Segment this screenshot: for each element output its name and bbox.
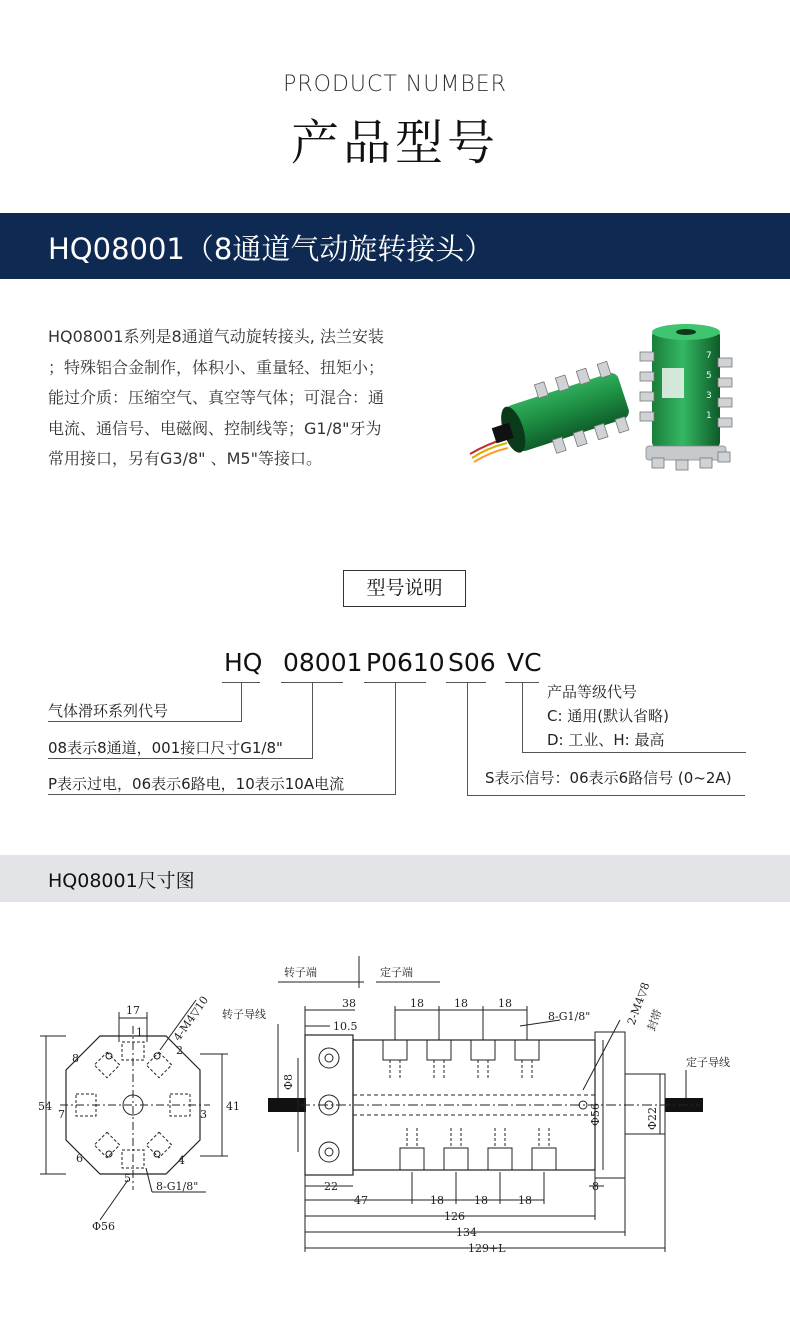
rotor-lead-label: 转子导线 [222,1008,266,1021]
dim-22: 22 [324,1180,338,1193]
dim-129-l: 129+L [468,1242,506,1255]
label-channels: 08表示8通道，001接口尺寸G1/8" [48,739,283,757]
dim-10-5: 10.5 [333,1020,358,1033]
thread-label: 4-M4▽10 [170,993,212,1044]
dim-18: 18 [454,997,468,1010]
label-grade-d: D: 工业、H: 最高 [547,731,665,749]
header-en: PRODUCT NUMBER [283,72,507,97]
title-band [0,213,790,279]
rotor-end-label: 转子端 [284,966,317,979]
dim-8: 8 [592,1180,599,1193]
title-band-text: HQ08001（8通道气动旋转接头） [48,232,494,266]
connector-line [395,682,396,795]
dim-126: 126 [444,1210,465,1223]
dimension-band-text: HQ08001尺寸图 [48,870,195,892]
label-series: 气体滑环系列代号 [48,702,169,720]
dim-18-bottom: 18 [518,1194,532,1207]
dim-phi56-left: Φ56 [92,1220,116,1233]
face-num: 6 [76,1152,83,1165]
dim-phi22: Φ22 [646,1106,659,1130]
connector-line [48,721,242,722]
dim-18-bottom: 18 [430,1194,444,1207]
photo-number: 1 [706,411,712,421]
label-power: P表示过电，06表示6路电，10表示10A电流 [48,775,345,793]
photo-number: 7 [706,351,712,361]
connector-line [467,795,745,796]
stator-end-label: 定子端 [380,966,413,979]
model-section-title: 型号说明 [343,570,466,607]
dim-phi8: Φ8 [282,1073,295,1090]
dim-134: 134 [456,1226,477,1239]
code-underline [446,682,486,683]
product-description [48,322,438,475]
face-num: 8 [72,1052,79,1065]
face-num: 1 [136,1026,143,1039]
dim-54: 54 [38,1100,52,1113]
seal-label: 封帯 [644,1007,665,1033]
code-s06: S06 [448,648,496,677]
dim-phi56-right: Φ56 [589,1102,602,1126]
dimension-band [0,855,790,902]
code-vc: VC [507,648,542,677]
connector-line [312,682,313,759]
connector-line [241,682,242,722]
label-grade-title: 产品等级代号 [547,683,638,701]
connector-line [48,758,313,759]
photo-number: 3 [706,391,712,401]
face-num: 7 [58,1108,65,1121]
dim-17: 17 [126,1004,140,1017]
code-p0610: P0610 [366,648,445,677]
label-signal: S表示信号：06表示6路信号 (0~2A) [485,769,732,787]
dim-18: 18 [410,997,424,1010]
face-num: 3 [200,1108,207,1121]
face-num: 5 [124,1172,131,1185]
code-hq: HQ [224,648,263,677]
desc-line: HQ08001系列是8通道气动旋转接头, 法兰安装 [48,327,384,346]
desc-line: 常用接口，另有G3/8" 、M5"等接口。 [48,449,322,468]
face-num: 2 [176,1044,183,1057]
face-num: 4 [178,1154,185,1167]
connector-line [48,794,396,795]
label-grade-c: C: 通用(默认省略) [547,707,670,725]
dim-18-bottom: 18 [474,1194,488,1207]
dim-18: 18 [498,997,512,1010]
ports-label-right: 8-G1/8" [548,1010,591,1023]
connector-line [522,682,523,753]
product-photo [462,318,762,488]
desc-line: ；特殊铝合金制作，体积小、重量轻、扭矩小； [48,357,385,377]
connector-line [522,752,746,753]
ports-label-left: 8-G1/8" [156,1180,199,1193]
dimension-drawing [0,940,790,1320]
dim-41: 41 [226,1100,240,1113]
desc-line: 电流、通信号、电磁阀、控制线等；G1/8"牙为 [48,418,382,438]
desc-line: 能过介质：压缩空气、真空等气体；可混合：通 [48,388,385,407]
photo-number: 5 [706,371,712,381]
connector-line [467,682,468,796]
code-08001: 08001 [283,648,363,677]
dim-47: 47 [354,1194,368,1207]
dim-38: 38 [342,997,356,1010]
seal-thread: 2-M4▽8 [624,980,653,1027]
header-cn: 产品型号 [290,115,499,171]
stator-lead-label: 定子导线 [686,1056,730,1069]
